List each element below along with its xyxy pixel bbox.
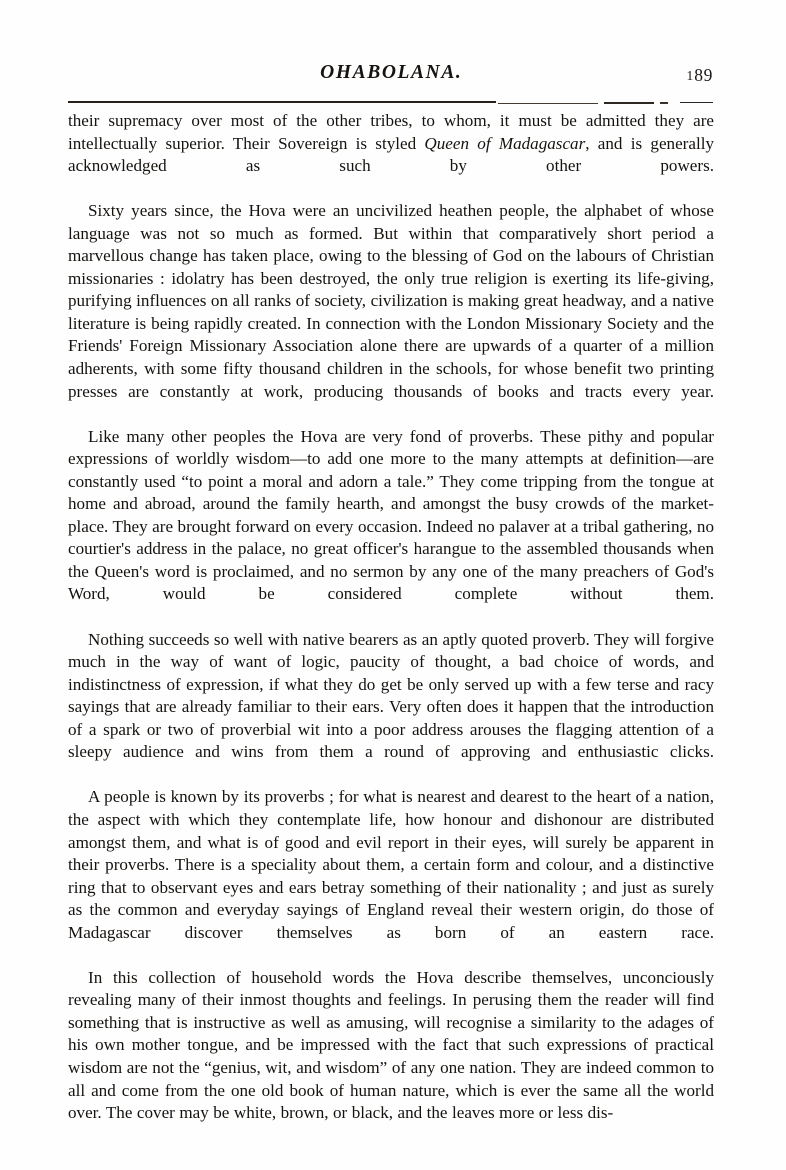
folio-rest: 89 (694, 65, 713, 85)
body-text-column (68, 110, 714, 1125)
header-divider-rule (68, 101, 713, 105)
rule-segment (680, 102, 713, 104)
rule-segment (604, 102, 654, 104)
para-sixty-years: Sixty years since, the Hova were an uncivilized heathen people, the alphabet of whose language was not so much as formed. But within that comparatively short period a marvellous change has taken place, owing to the blessing of God on the labours of Christian missionaries : idolatry has been destroyed, the only true religion is exerting its life-giving, purifying influences on all ranks of society, civilization is making great headway, and a native literature is being rapidly created. In connection with the London Missionary Society and the Friends' Foreign Missionary Association alone there are upwards of a quarter of a million adherents, with some fifty thousand children in the schools, for whose benefit two printing presses are constantly at work, producing thousands of books and tracts every year. (68, 201, 714, 401)
para-collection-household: In this collection of household words the Hova describe themselves, unconciously revealing many of their inmost thoughts and feelings. In perusing them the reader will find something that is instructive as well as amusing, will recognise a similarity to the adages of his own mother tongue, and be impressed with the fact that such expressions of practical wisdom are not the “genius, wit, and wisdom” of any one nation. They are indeed common to all and come from the one old book of human nature, which is ever the same all the world over. The cover may be white, brown, or black, and the leaves more or less dis- (68, 967, 714, 1123)
rule-segment (68, 101, 496, 103)
para-nothing-succeeds: Nothing succeeds so well with native bearers as an aptly quoted proverb. They will forgive much in the way of want of logic, paucity of thought, a bad choice of words, and indistinctness of expression, if what they do get be only served up with a few terse and racy sayings that are already familiar to their ears. Very often does it happen that the introduction of a spark or two of proverbial wit into a poor address arouses the flagging attention of a sleepy audience and wins from them a round of approving and enthusiastic clicks. (68, 629, 714, 762)
italic-phrase: Queen of Madagascar (424, 133, 586, 153)
page-title: OHABOLANA. (320, 62, 463, 83)
rule-segment (660, 102, 668, 104)
page-number (687, 65, 713, 86)
folio-lead-digit: 1 (686, 67, 695, 83)
rule-segment (498, 103, 598, 104)
running-head (68, 62, 713, 96)
para-supremacy: their supremacy over most of the other tribes, to whom, it must be admitted they are intellectually superior. Their Sovereign is styled Queen of Madagascar, and is generally acknowledged as such by other powers. (68, 111, 714, 176)
para-people-known: A people is known by its proverbs ; for what is nearest and dearest to the heart of a nation, the aspect with which they contemplate life, how honour and dishonour are distributed amongst them, and what is of good and evil report in their eyes, will surely be apparent in their proverbs. There is a speciality about them, a certain form and colour, and a distinctive ring that to observant eyes and ears betray something of their nationality ; and just as surely as the common and everyday sayings of England reveal their western origin, do those of Madagascar discover themselves as born of an eastern race. (68, 787, 714, 942)
para-proverbs-fond: Like many other peoples the Hova are very fond of proverbs. These pithy and popular expressions of worldly wisdom—to add one more to the many attempts at definition—are constantly used “to point a moral and adorn a tale.” They come tripping from the tongue at home and abroad, around the family hearth, and amongst the busy crowds of the market-place. They are brought forward on every occasion. Indeed no palaver at a tribal gathering, no courtier's address in the palace, no great officer's harangue to the assembled thousands when the Queen's word is proclaimed, and no sermon by any one of the many preachers of God's Word, would be considered complete without them. (68, 426, 714, 604)
